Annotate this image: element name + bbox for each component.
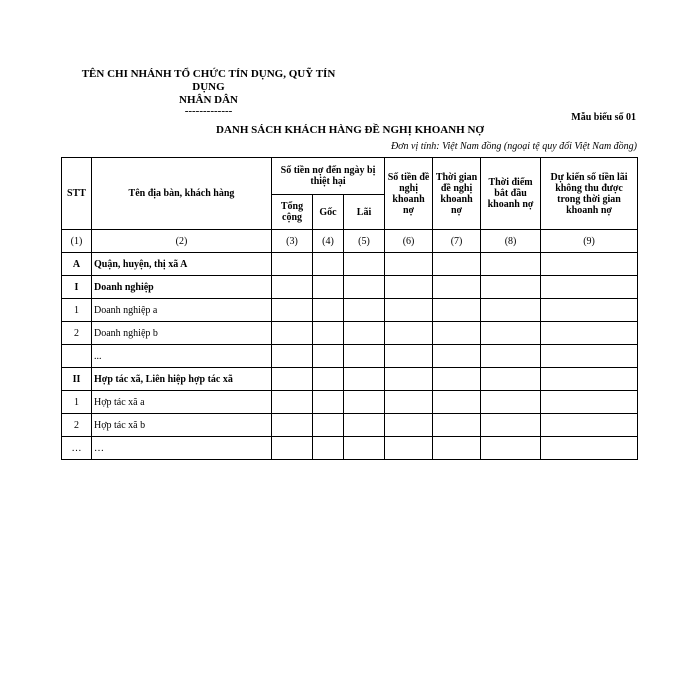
header-requested-amount: Số tiền đề nghị khoanh nợ bbox=[385, 158, 433, 230]
empty-cell bbox=[481, 322, 541, 345]
empty-cell bbox=[541, 322, 638, 345]
org-divider: ------------- bbox=[184, 105, 233, 117]
table-row bbox=[62, 345, 638, 368]
empty-cell bbox=[313, 414, 344, 437]
empty-cell bbox=[344, 299, 385, 322]
empty-cell bbox=[481, 437, 541, 460]
empty-cell bbox=[433, 345, 481, 368]
empty-cell bbox=[433, 322, 481, 345]
empty-cell bbox=[433, 368, 481, 391]
table-row bbox=[62, 437, 638, 460]
row-stt: II bbox=[62, 368, 92, 391]
empty-cell bbox=[344, 414, 385, 437]
row-name: Hợp tác xã, Liên hiệp hợp tác xã bbox=[92, 368, 272, 391]
org-name-line1: TÊN CHI NHÁNH TỔ CHỨC TÍN DỤNG, QUỸ TÍN DỤNG bbox=[81, 68, 336, 93]
empty-cell bbox=[481, 276, 541, 299]
empty-cell bbox=[272, 437, 313, 460]
table-row bbox=[62, 276, 638, 299]
empty-cell bbox=[344, 253, 385, 276]
empty-cell bbox=[272, 322, 313, 345]
row-stt: A bbox=[62, 253, 92, 276]
row-stt: 2 bbox=[62, 322, 92, 345]
empty-cell bbox=[344, 391, 385, 414]
empty-cell bbox=[313, 391, 344, 414]
empty-cell bbox=[385, 414, 433, 437]
column-number: (1) bbox=[62, 230, 92, 253]
empty-cell bbox=[481, 253, 541, 276]
empty-cell bbox=[385, 391, 433, 414]
empty-cell bbox=[433, 253, 481, 276]
row-stt: … bbox=[62, 437, 92, 460]
empty-cell bbox=[541, 253, 638, 276]
empty-cell bbox=[433, 391, 481, 414]
empty-cell bbox=[481, 299, 541, 322]
empty-cell bbox=[313, 368, 344, 391]
empty-cell bbox=[481, 414, 541, 437]
row-stt bbox=[62, 345, 92, 368]
row-name: Quận, huyện, thị xã A bbox=[92, 253, 272, 276]
column-number: (8) bbox=[481, 230, 541, 253]
form-number: Mẫu biểu số 01 bbox=[571, 112, 636, 123]
empty-cell bbox=[313, 253, 344, 276]
header-name: Tên địa bàn, khách hàng bbox=[92, 158, 272, 230]
header-stt: STT bbox=[62, 158, 92, 230]
column-number: (9) bbox=[541, 230, 638, 253]
table-row bbox=[62, 414, 638, 437]
empty-cell bbox=[344, 368, 385, 391]
empty-cell bbox=[541, 345, 638, 368]
empty-cell bbox=[541, 276, 638, 299]
empty-cell bbox=[433, 276, 481, 299]
empty-cell bbox=[481, 345, 541, 368]
empty-cell bbox=[385, 437, 433, 460]
row-name: … bbox=[92, 437, 272, 460]
customer-table bbox=[61, 157, 638, 460]
empty-cell bbox=[344, 276, 385, 299]
table-row bbox=[62, 253, 638, 276]
header-requested-period: Thời gian đề nghị khoanh nợ bbox=[433, 158, 481, 230]
row-name: Hợp tác xã b bbox=[92, 414, 272, 437]
organization-heading bbox=[66, 68, 351, 118]
empty-cell bbox=[433, 299, 481, 322]
column-number: (5) bbox=[344, 230, 385, 253]
empty-cell bbox=[481, 368, 541, 391]
header-principal: Gốc bbox=[313, 195, 344, 230]
org-name-line2: NHÂN DÂN bbox=[179, 94, 238, 106]
row-stt: 2 bbox=[62, 414, 92, 437]
header-damaged-debt: Số tiền nợ đến ngày bị thiệt hại bbox=[272, 158, 385, 195]
row-stt: 1 bbox=[62, 299, 92, 322]
header-total: Tổng cộng bbox=[272, 195, 313, 230]
empty-cell bbox=[313, 299, 344, 322]
empty-cell bbox=[541, 391, 638, 414]
empty-cell bbox=[541, 437, 638, 460]
empty-cell bbox=[433, 414, 481, 437]
row-stt: 1 bbox=[62, 391, 92, 414]
empty-cell bbox=[313, 345, 344, 368]
empty-cell bbox=[541, 368, 638, 391]
empty-cell bbox=[344, 437, 385, 460]
empty-cell bbox=[541, 299, 638, 322]
table-row bbox=[62, 391, 638, 414]
empty-cell bbox=[541, 414, 638, 437]
empty-cell bbox=[385, 322, 433, 345]
header-expected-interest: Dự kiến số tiền lãi không thu được trong thời gian khoanh nợ bbox=[541, 158, 638, 230]
table-row bbox=[62, 299, 638, 322]
row-name: Doanh nghiệp b bbox=[92, 322, 272, 345]
empty-cell bbox=[344, 322, 385, 345]
empty-cell bbox=[385, 368, 433, 391]
empty-cell bbox=[272, 253, 313, 276]
empty-cell bbox=[272, 368, 313, 391]
empty-cell bbox=[433, 437, 481, 460]
row-name: ... bbox=[92, 345, 272, 368]
table-row bbox=[62, 322, 638, 345]
empty-cell bbox=[481, 391, 541, 414]
row-name: Doanh nghiệp a bbox=[92, 299, 272, 322]
empty-cell bbox=[272, 276, 313, 299]
row-stt: I bbox=[62, 276, 92, 299]
row-name: Doanh nghiệp bbox=[92, 276, 272, 299]
column-number-row bbox=[62, 230, 638, 253]
document-title: DANH SÁCH KHÁCH HÀNG ĐỀ NGHỊ KHOANH NỢ bbox=[216, 124, 484, 136]
column-number: (6) bbox=[385, 230, 433, 253]
unit-note: Đơn vị tính: Việt Nam đồng (ngoại tệ quy đổi Việt Nam đồng) bbox=[390, 141, 637, 152]
column-number: (7) bbox=[433, 230, 481, 253]
row-name: Hợp tác xã a bbox=[92, 391, 272, 414]
empty-cell bbox=[313, 322, 344, 345]
empty-cell bbox=[313, 437, 344, 460]
empty-cell bbox=[313, 276, 344, 299]
empty-cell bbox=[385, 299, 433, 322]
empty-cell bbox=[272, 391, 313, 414]
empty-cell bbox=[272, 414, 313, 437]
empty-cell bbox=[385, 276, 433, 299]
empty-cell bbox=[272, 345, 313, 368]
empty-cell bbox=[385, 345, 433, 368]
column-number: (3) bbox=[272, 230, 313, 253]
column-number: (2) bbox=[92, 230, 272, 253]
column-number: (4) bbox=[313, 230, 344, 253]
header-start-time: Thời điểm bắt đầu khoanh nợ bbox=[481, 158, 541, 230]
empty-cell bbox=[385, 253, 433, 276]
empty-cell bbox=[272, 299, 313, 322]
empty-cell bbox=[344, 345, 385, 368]
header-interest: Lãi bbox=[344, 195, 385, 230]
table-row bbox=[62, 368, 638, 391]
